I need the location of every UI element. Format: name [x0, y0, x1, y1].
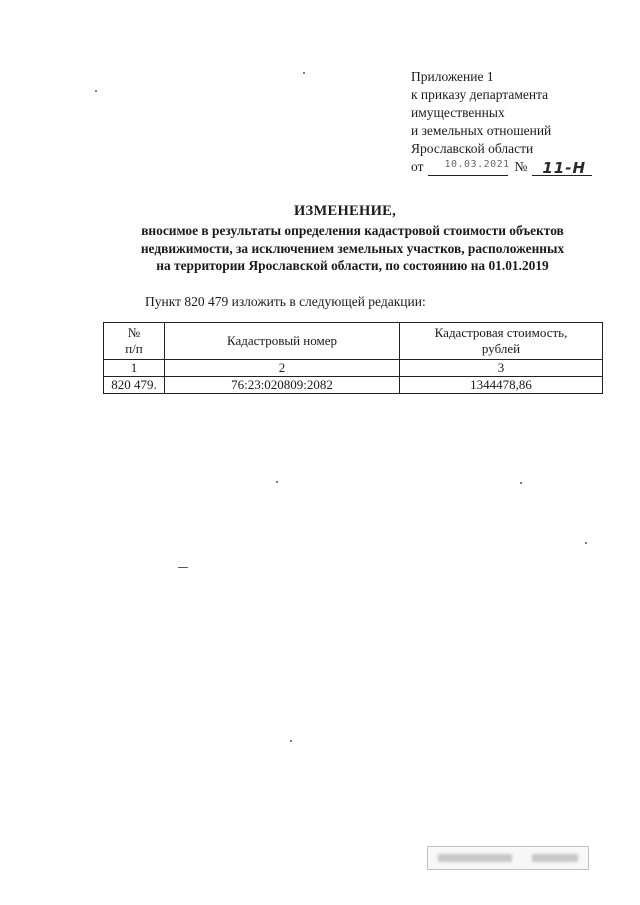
header-text: № [127, 325, 141, 340]
table-cell: 1344478,86 [400, 377, 603, 394]
table-header-row [104, 323, 603, 360]
table-index-row [104, 360, 603, 377]
appendix-block [411, 68, 592, 176]
scan-speck [178, 567, 188, 568]
appendix-line: Ярославской области [411, 141, 534, 156]
table-cell: 2 [165, 360, 400, 377]
scan-speck [520, 482, 522, 484]
header-cadastral-value [400, 323, 603, 360]
table-cell: 1 [104, 360, 165, 377]
table-cell: 3 [400, 360, 603, 377]
number-blank [532, 159, 592, 176]
scan-speck [95, 90, 97, 92]
date-prefix: от [411, 159, 424, 174]
scan-speck [585, 542, 587, 544]
header-cadastral-number [165, 323, 400, 360]
subtitle-line: на территории Ярославской области, по состоянию на 01.01.2019 [156, 258, 549, 273]
scan-speck [303, 72, 305, 74]
appendix-line: имущественных [411, 105, 505, 120]
cadastral-table [103, 322, 603, 394]
handwritten-date: 10.03.2021 [444, 159, 510, 170]
scan-speck [290, 740, 292, 742]
number-sign: № [514, 159, 528, 174]
document-title: ИЗМЕНЕНИЕ, [293, 203, 397, 219]
instruction-text: Пункт 820 479 изложить в следующей редакции: [145, 294, 426, 309]
header-number [104, 323, 165, 360]
subtitle-line: вносимое в результаты определения кадастровой стоимости объектов [141, 223, 564, 238]
table-cell: 820 479. [104, 377, 165, 394]
appendix-line: Приложение 1 [411, 69, 494, 84]
appendix-line: и земельных отношений [411, 123, 552, 138]
date-blank [428, 159, 508, 176]
stamp-mark [532, 854, 578, 862]
table-row [104, 377, 603, 394]
order-date-number [411, 158, 592, 176]
header-text: Кадастровая стоимость, [434, 325, 568, 340]
table-cell: 76:23:020809:2082 [165, 377, 400, 394]
appendix-line: к приказу департамента [411, 87, 549, 102]
header-text: рублей [481, 341, 521, 356]
document-subtitle [100, 222, 605, 275]
subtitle-line: недвижимости, за исключением земельных участков, расположенных [140, 240, 565, 256]
handwritten-number: 11-Н [542, 159, 587, 177]
faint-registration-stamp [427, 846, 589, 870]
scan-speck [276, 481, 278, 483]
header-text: Кадастровый номер [226, 333, 338, 348]
stamp-mark [438, 854, 512, 862]
header-text: п/п [125, 341, 143, 356]
